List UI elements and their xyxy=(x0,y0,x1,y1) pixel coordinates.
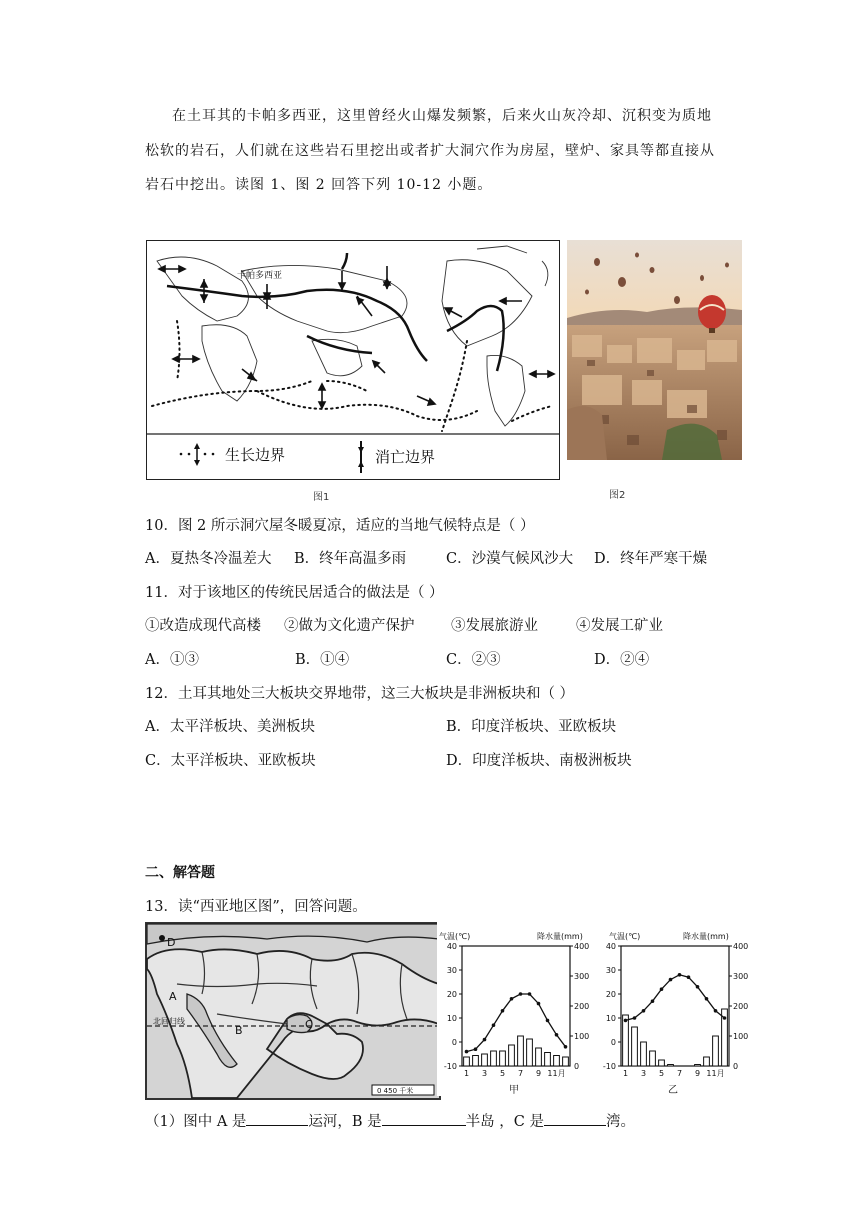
temp-point xyxy=(723,1016,727,1020)
month-tick-label: 3 xyxy=(640,1069,647,1078)
temp-line xyxy=(626,975,725,1021)
q11-option-d[interactable]: D．②④ xyxy=(594,652,650,668)
temp-tick-label: 10 xyxy=(605,1014,616,1023)
month-tick-label: 9 xyxy=(694,1069,701,1078)
yi-name: 乙 xyxy=(668,1085,678,1096)
temp-point xyxy=(519,992,523,996)
climate-charts-svg xyxy=(437,922,749,1096)
legend-growth xyxy=(180,443,285,466)
temp-point xyxy=(483,1038,487,1042)
temp-point xyxy=(633,1016,637,1020)
temp-tick-label: 0 xyxy=(451,1038,457,1047)
precip-bar xyxy=(641,1042,647,1066)
jia-temp-label: 气温(℃) xyxy=(439,932,471,941)
west-asia-map xyxy=(145,922,441,1100)
temp-point xyxy=(642,1009,646,1013)
intro-line-2: 松软的岩石，人们就在这些岩石里挖出或者扩大洞穴作为房屋，壁炉、家具等都直接从 xyxy=(145,143,715,159)
q13-sub1 xyxy=(145,1110,635,1131)
west-asia-map-svg xyxy=(147,924,439,1098)
q13-sub1-part3: 半岛 ，C 是 xyxy=(465,1114,544,1130)
temp-point xyxy=(492,1023,496,1027)
q11-item-3: ③发展旅游业 xyxy=(451,618,538,634)
precip-tick-label: 300 xyxy=(574,972,590,981)
precip-bar xyxy=(563,1057,569,1066)
temp-line xyxy=(467,994,566,1052)
q11-item-4: ④发展工矿业 xyxy=(576,618,663,634)
precip-bar xyxy=(500,1051,506,1066)
q13-stem: 13．读“西亚地区图”，回答问题。 xyxy=(145,899,367,915)
q10-option-d[interactable]: D．终年严寒干燥 xyxy=(594,551,708,567)
precip-bar xyxy=(554,1056,560,1067)
temp-point xyxy=(651,999,655,1003)
temp-point xyxy=(696,985,700,989)
q12-stem: 12．土耳其地处三大板块交界地带，这三大板块是非洲板块和（ ） xyxy=(145,686,575,702)
precip-bar xyxy=(509,1045,515,1066)
temp-tick-label: 10 xyxy=(446,1014,457,1023)
temp-tick-label: 0 xyxy=(610,1038,616,1047)
q13-sub1-part1: （1）图中 A 是 xyxy=(145,1114,247,1130)
precip-tick-label: 100 xyxy=(574,1032,590,1041)
month-tick-label: 7 xyxy=(517,1069,524,1078)
precip-tick-label: 100 xyxy=(733,1032,749,1041)
temp-tick-label: -10 xyxy=(602,1062,616,1071)
blank-b[interactable] xyxy=(382,1111,466,1126)
precip-bar xyxy=(518,1036,524,1066)
cappadocia-photo-svg xyxy=(567,240,742,460)
temp-point xyxy=(564,1045,568,1049)
climate-chart-jia xyxy=(444,942,589,1078)
q10-option-b[interactable]: B．终年高温多雨 xyxy=(294,551,407,567)
label-c: C xyxy=(305,1018,313,1031)
q11-stem: 11．对于该地区的传统民居适合的做法是（ ） xyxy=(145,585,444,601)
climate-charts xyxy=(437,922,749,1096)
label-d: D xyxy=(167,936,176,949)
jia-name: 甲 xyxy=(509,1085,519,1096)
temp-tick-label: 20 xyxy=(446,990,457,999)
temp-tick-label: 20 xyxy=(605,990,616,999)
plate-map-figure xyxy=(146,240,560,480)
temp-point xyxy=(465,1050,469,1054)
label-b: B xyxy=(235,1024,243,1037)
q11-option-a[interactable]: A．①③ xyxy=(145,652,199,668)
month-tick-label: 5 xyxy=(499,1069,506,1078)
month-tick-label: 9 xyxy=(535,1069,542,1078)
q11-item-1: ①改造成现代高楼 xyxy=(145,618,261,634)
temp-point xyxy=(474,1047,478,1051)
q12-option-b[interactable]: B．印度洋板块、亚欧板块 xyxy=(446,719,617,735)
month-tick-label: 7 xyxy=(676,1069,683,1078)
legend-subduction-label: 消亡边界 xyxy=(375,448,436,466)
precip-bar xyxy=(659,1060,665,1066)
temp-point xyxy=(687,975,691,979)
precip-bar xyxy=(536,1048,542,1066)
temp-point xyxy=(624,1019,628,1023)
precip-bar xyxy=(473,1056,479,1067)
q11-item-2: ②做为文化遗产保护 xyxy=(284,618,415,634)
label-a: A xyxy=(169,990,177,1003)
temp-tick-label: -10 xyxy=(443,1062,457,1071)
temp-point xyxy=(714,1009,718,1013)
legend-growth-label: 生长边界 xyxy=(225,446,286,464)
q12-option-c[interactable]: C．太平洋板块、亚欧板块 xyxy=(145,753,316,769)
figure1-caption: 图1 xyxy=(313,492,330,503)
temp-point xyxy=(501,1009,505,1013)
precip-bar xyxy=(482,1054,488,1066)
temp-tick-label: 30 xyxy=(446,966,457,975)
point-d-marker xyxy=(159,935,165,941)
temp-point xyxy=(528,992,532,996)
temp-point xyxy=(546,1019,550,1023)
temp-point xyxy=(705,997,709,1001)
cappadocia-photo xyxy=(567,240,742,460)
scale-label: 0 450 千米 xyxy=(377,1087,414,1095)
temp-tick-label: 30 xyxy=(605,966,616,975)
precip-bar xyxy=(650,1051,656,1066)
q11-option-b[interactable]: B．①④ xyxy=(295,652,350,668)
precip-bar xyxy=(668,1065,674,1067)
q13-sub1-part2: 运河，B 是 xyxy=(308,1114,382,1130)
plot-frame-甲 xyxy=(462,946,570,1066)
temp-tick-label: 40 xyxy=(605,942,616,951)
q10-stem: 10．图 2 所示洞穴屋冬暖夏凉，适应的当地气候特点是（ ） xyxy=(145,518,535,534)
precip-bar xyxy=(704,1057,710,1066)
blank-a[interactable] xyxy=(246,1111,308,1126)
legend-subduction xyxy=(358,441,435,473)
plate-map-svg xyxy=(147,241,559,479)
precip-bar xyxy=(623,1015,629,1066)
intro-line-3: 岩石中挖出。读图 1、图 2 回答下列 10-12 小题。 xyxy=(145,177,493,193)
yi-temp-label: 气温(℃) xyxy=(609,932,641,941)
q10-option-a[interactable]: A．夏热冬冷温差大 xyxy=(145,551,272,567)
temp-point xyxy=(537,1002,541,1006)
jia-precip-label: 降水量(mm) xyxy=(537,932,583,941)
precip-bar xyxy=(527,1039,533,1066)
month-tick-label: 1 xyxy=(622,1069,629,1078)
q13-sub1-part4: 湾。 xyxy=(606,1114,635,1130)
month-tick-label: 5 xyxy=(658,1069,665,1078)
month-tick-label: 3 xyxy=(481,1069,488,1078)
tropic-label: 北回归线 xyxy=(153,1017,185,1026)
temp-point xyxy=(555,1033,559,1037)
temp-point xyxy=(678,973,682,977)
precip-tick-label: 200 xyxy=(574,1002,590,1011)
climate-chart-yi xyxy=(603,942,748,1078)
precip-bar xyxy=(632,1027,638,1066)
temp-point xyxy=(669,978,673,982)
place-label-cappadocia: 卡帕多西亚 xyxy=(237,271,283,281)
precip-bar xyxy=(491,1051,497,1066)
q11-option-c[interactable]: C．②③ xyxy=(446,652,501,668)
blank-c[interactable] xyxy=(544,1111,606,1126)
precip-tick-label: 300 xyxy=(733,972,749,981)
month-tick-label: 1 xyxy=(463,1069,470,1078)
temp-point xyxy=(660,987,664,991)
temp-tick-label: 40 xyxy=(446,942,457,951)
yi-precip-label: 降水量(mm) xyxy=(683,932,729,941)
precip-tick-label: 400 xyxy=(733,942,749,951)
q10-option-c[interactable]: C．沙漠气候风沙大 xyxy=(446,551,574,567)
month-tick-label: 11月 xyxy=(706,1069,725,1078)
precip-bar xyxy=(713,1036,719,1066)
precip-tick-label: 400 xyxy=(574,942,590,951)
intro-line-1: 在土耳其的卡帕多西亚，这里曾经火山爆发频繁，后来火山灰冷却、沉积变为质地 xyxy=(172,108,712,124)
temp-point xyxy=(510,997,514,1001)
precip-tick-label: 0 xyxy=(574,1062,580,1071)
precip-bar xyxy=(695,1065,701,1067)
precip-tick-label: 0 xyxy=(733,1062,739,1071)
precip-bar xyxy=(545,1053,551,1067)
figure2-caption: 图2 xyxy=(609,490,626,501)
month-tick-label: 11月 xyxy=(547,1069,566,1078)
section-title: 二、解答题 xyxy=(145,865,215,881)
q12-option-a[interactable]: A．太平洋板块、美洲板块 xyxy=(145,719,315,735)
q12-option-d[interactable]: D．印度洋板块、南极洲板块 xyxy=(446,753,632,769)
precip-bar xyxy=(464,1057,470,1066)
precip-tick-label: 200 xyxy=(733,1002,749,1011)
